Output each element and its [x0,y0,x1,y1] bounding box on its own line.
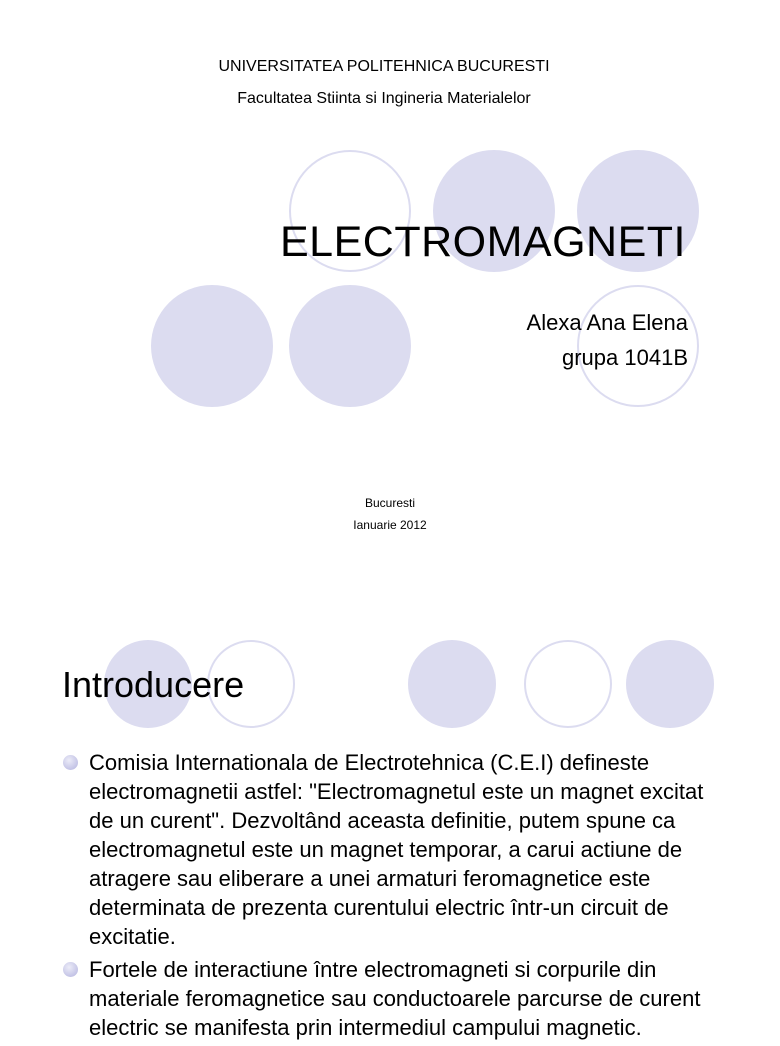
bullet-list [62,748,722,1046]
list-item [62,748,722,951]
date-label: Ianuarie 2012 [353,518,427,532]
bullet-icon [63,755,78,770]
slide-title: ELECTROMAGNETI [280,218,686,266]
city-label: Bucuresti [364,496,416,510]
author-name: Alexa Ana Elena [526,310,688,335]
section-heading: Introducere [62,664,245,705]
intro-slide [0,580,768,1040]
bullet-text: Fortele de interactiune între electromagneti si corpurile din materiale feromagnetice sau conductoarele parcurse de curent electric se manifesta prin intermediul campului magnetic. [89,957,701,1040]
decorative-circle [289,285,411,407]
faculty-name: Facultatea Stiinta si Ingineria Materialelor [237,90,531,107]
university-name: UNIVERSITATEA POLITEHNICA BUCURESTI [218,58,550,75]
decorative-circle [408,640,496,728]
student-group: grupa 1041B [562,345,688,370]
decorative-circle [626,640,714,728]
bullet-icon [63,962,78,977]
decorative-circle [524,640,612,728]
list-item [62,955,722,1042]
decorative-circle [151,285,273,407]
bullet-text: Comisia Internationala de Electrotehnica (C.E.I) defineste electromagnetii astfel: "Electromagnetul este un magnet excitat de un curent". Dezvoltând aceasta definitie, putem spune ca electromagnetul este un magnet temporar, a carui actiune de atragere sau eliberare a unei armaturi feromagnetice este determinata de prezenta curentului electric într-un circuit de excitatie. [89,750,704,949]
